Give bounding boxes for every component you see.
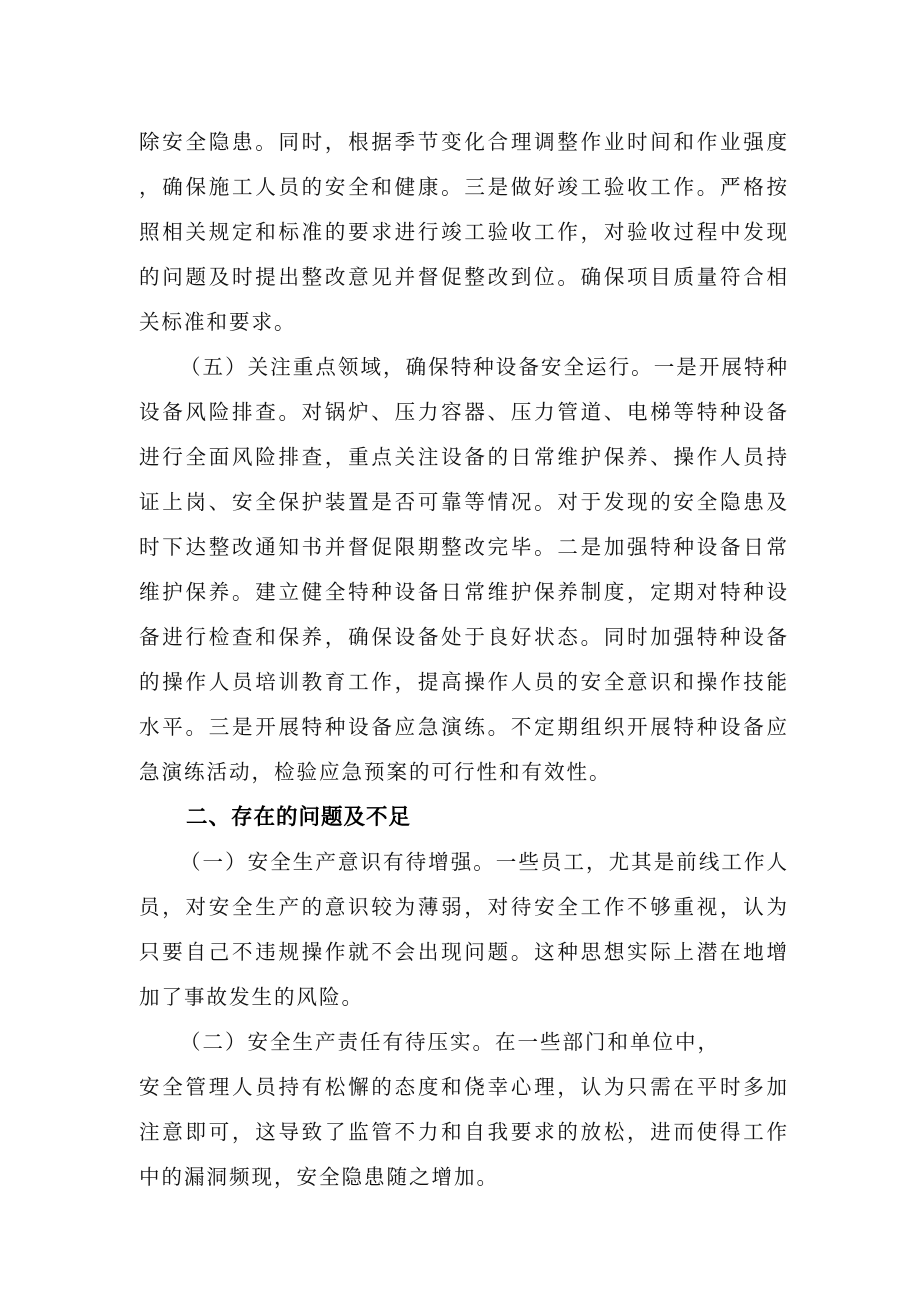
paragraph-problem-2-start: （二）安全生产责任有待压实。在一些部门和单位中， — [180, 1030, 720, 1054]
paragraph-section-5: （五）关注重点领域，确保特种设备安全运行。一是开展特种设备风险排查。对锅炉、压力容器、压力管道、电梯等特种设备进行全面风险排查，重点关注设备的日常维护保养、操作人员持证上岗、安全保护装置是否可靠等情况。对于发现的安全隐患及时下达整改通知书并督促限期整改完毕。二是加强特种设备日常维护保养。建立健全特种设备日常维护保养制度，定期对特种设备进行检查和保养，确保设备处于良好状态。同时加强特种设备的操作人员培训教育工作，提高操作人员的安全意识和操作技能水平。三是开展特种设备应急演练。不定期组织开展特种设备应急演练活动，检验应急预案的可行性和有效性。 — [139, 355, 789, 784]
paragraph-continuation-1: 除安全隐患。同时，根据季节变化合理调整作业时间和作业强度，确保施工人员的安全和健康。三是做好竣工验收工作。严格按照相关规定和标准的要求进行竣工验收工作，对验收过程中发现的问题及时提出整改意见并督促整改到位。确保项目质量符合相关标准和要求。 — [139, 130, 789, 334]
paragraph-problem-2-continued: 安全管理人员持有松懈的态度和侥幸心理，认为只需在平时多加注意即可，这导致了监管不力和自我要求的放松，进而使得工作中的漏洞频现，安全隐患随之增加。 — [139, 1075, 789, 1189]
section-heading-problems: 二、存在的问题及不足 — [186, 805, 412, 830]
paragraph-problem-1: （一）安全生产意识有待增强。一些员工，尤其是前线工作人员，对安全生产的意识较为薄弱，对待安全工作不够重视，认为只要自己不违规操作就不会出现问题。这种思想实际上潜在地增加了事故发生的风险。 — [139, 850, 789, 1009]
document-body — [139, 120, 789, 1200]
